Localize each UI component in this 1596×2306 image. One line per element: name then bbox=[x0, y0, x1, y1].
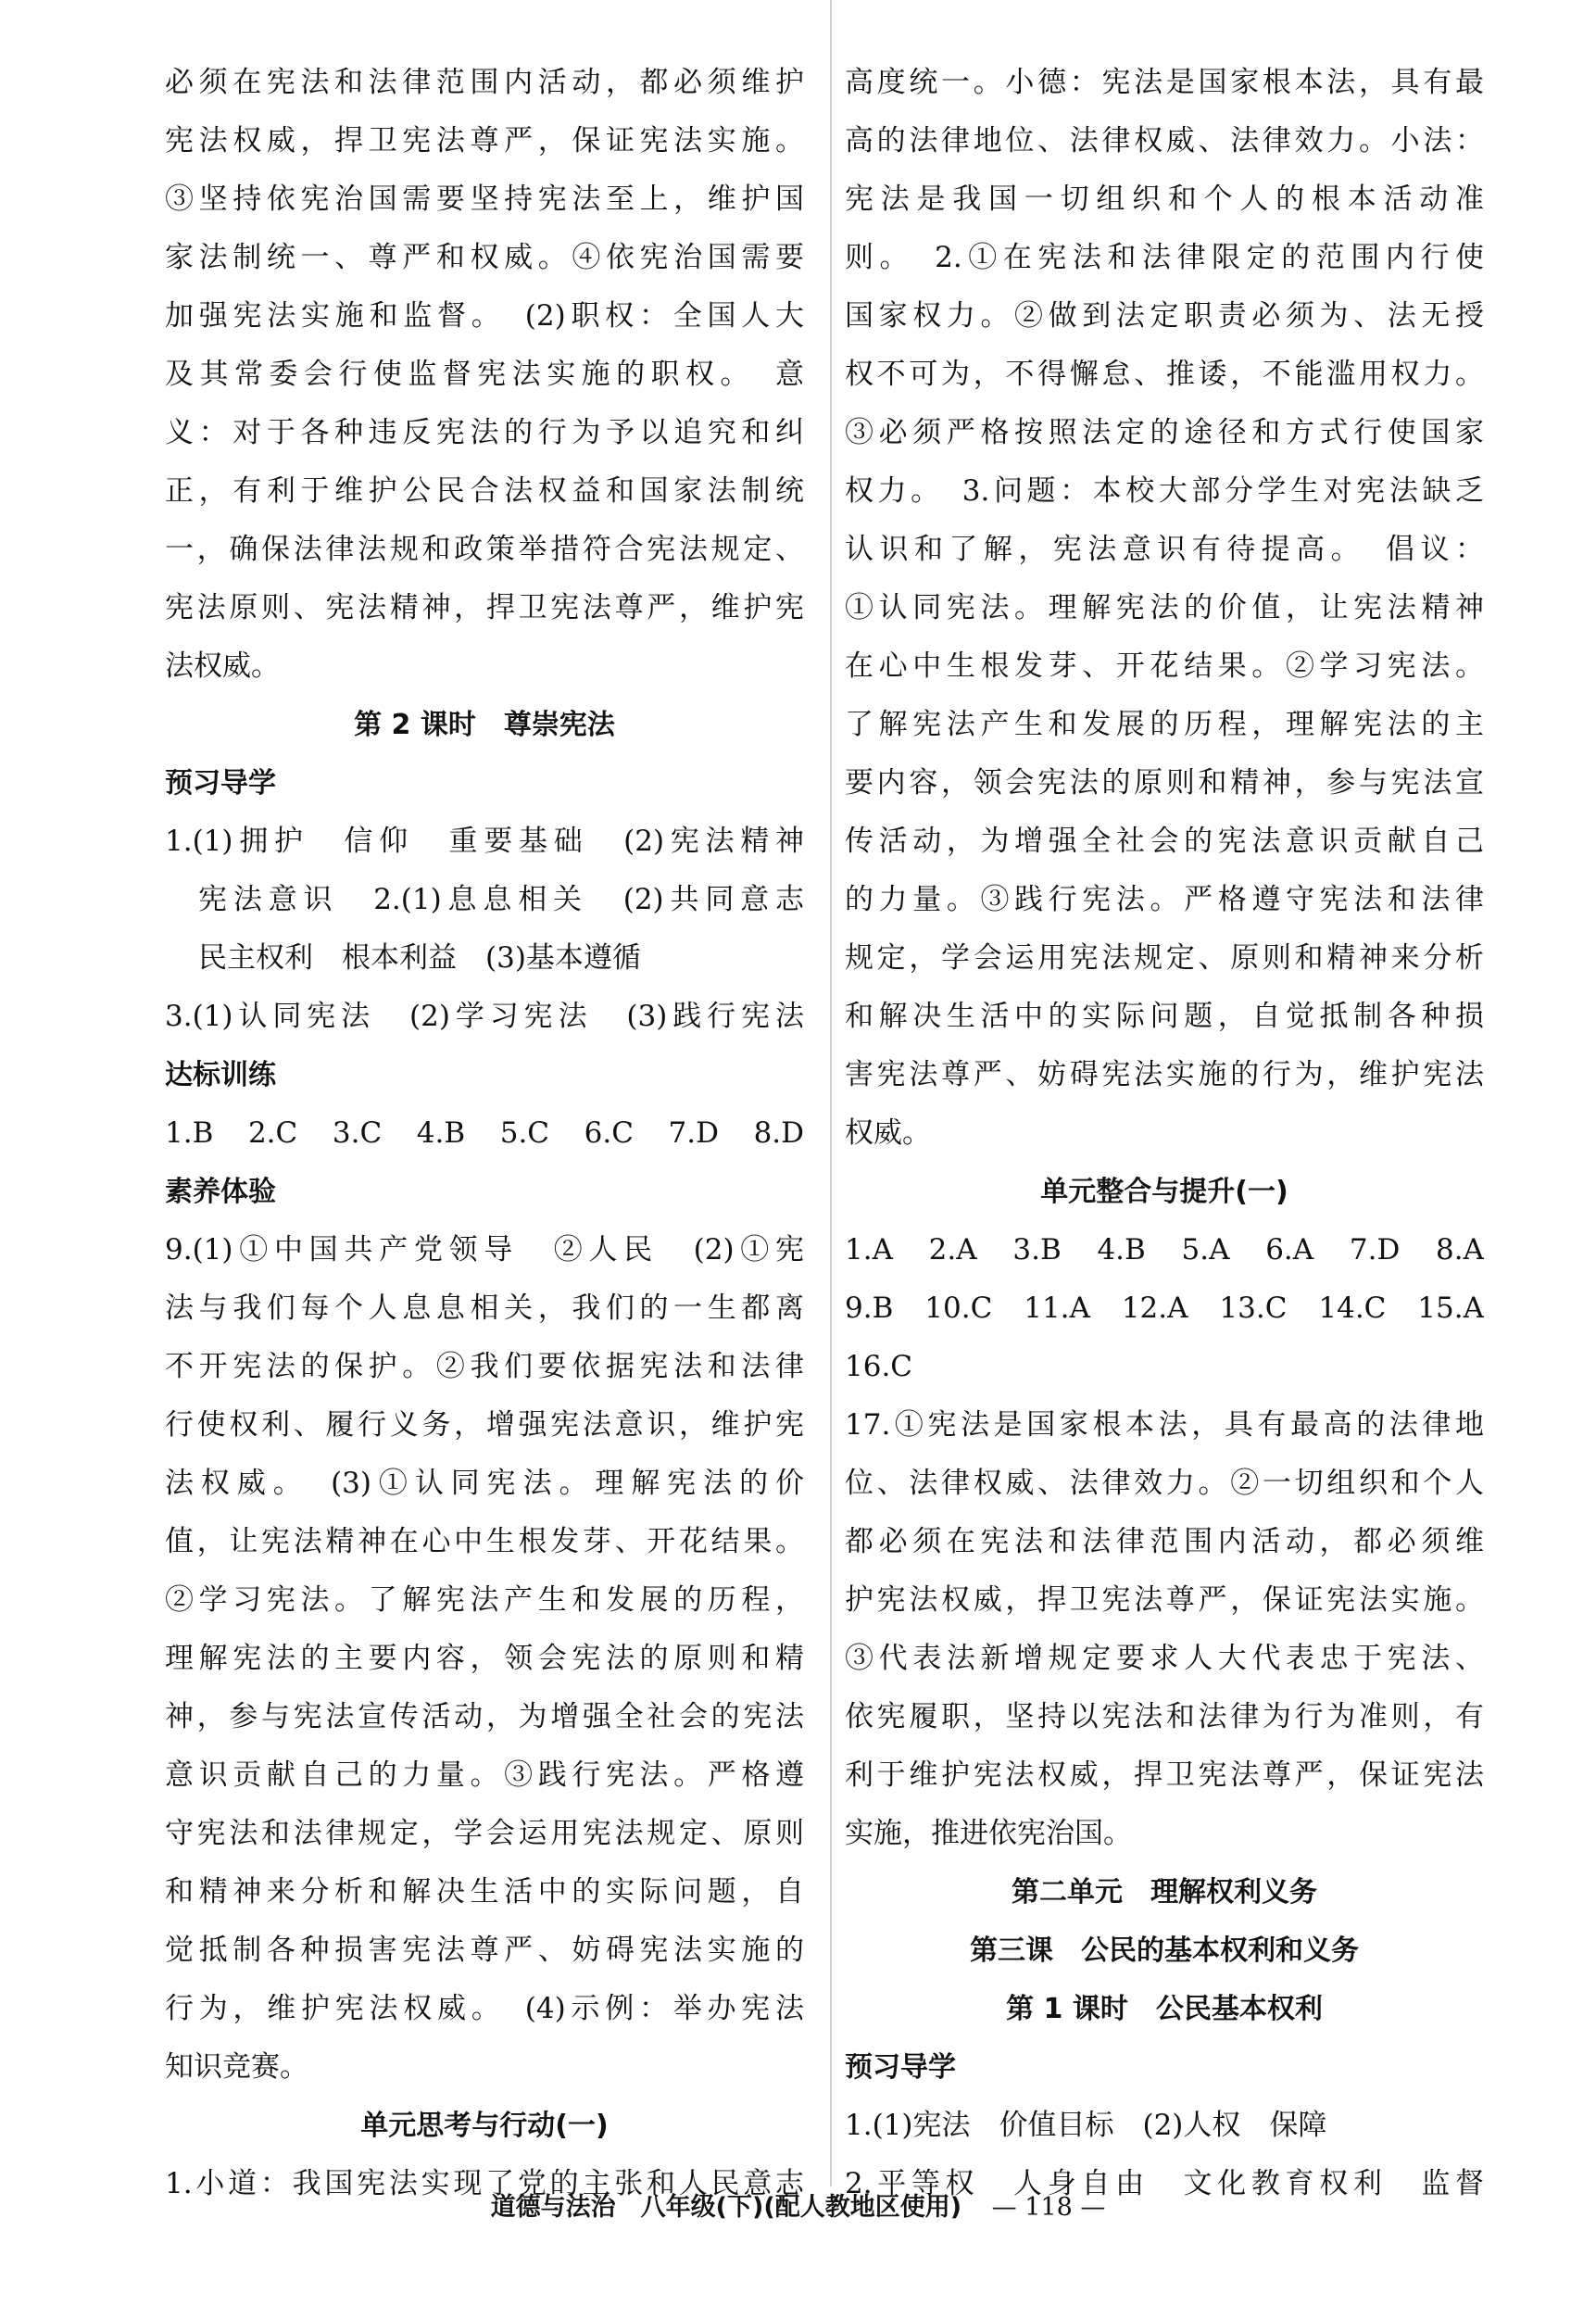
text-line: 加强宪法实施和监督。 (2)职权：全国人大 bbox=[165, 299, 804, 333]
text-line: 行使权利、履行义务，增强宪法意识，维护宪 bbox=[165, 1408, 804, 1442]
footer-book-title: 道德与法治 八年级(下)(配人教地区使用) bbox=[490, 2193, 962, 2222]
text-line: 1.(1)拥护 信仰 重要基础 (2)宪法精神 bbox=[165, 825, 804, 858]
page-number: — 118 — bbox=[991, 2193, 1106, 2222]
text-line: 高的法律地位、法律权威、法律效力。小法： bbox=[845, 124, 1484, 158]
section-heading: 第 1 课时 公民基本权利 bbox=[1006, 1993, 1323, 2025]
text-line: ③坚持依宪治国需要坚持宪法至上，维护国 bbox=[165, 183, 804, 216]
text-line: 和精神来分析和解决生活中的实际问题，自 bbox=[165, 1875, 804, 1909]
text-line: 1.A 2.A 3.B 4.B 5.A 6.A 7.D 8.A bbox=[845, 1233, 1484, 1266]
text-line: 护宪法权威，捍卫宪法尊严，保证宪法实施。 bbox=[845, 1583, 1484, 1617]
text-line: 理解宪法的主要内容，领会宪法的原则和精 bbox=[165, 1642, 804, 1675]
text-line: 16.C bbox=[845, 1350, 913, 1383]
text-line: 法与我们每个人息息相关，我们的一生都离 bbox=[165, 1292, 804, 1325]
text-line: 宪法是我国一切组织和个人的根本活动准 bbox=[845, 183, 1484, 216]
text-line: 必须在宪法和法律范围内活动，都必须维护 bbox=[165, 66, 804, 99]
text-line: ②学习宪法。了解宪法产生和发展的历程， bbox=[165, 1583, 804, 1617]
text-line: 传活动，为增强全社会的宪法意识贡献自己 bbox=[845, 825, 1484, 858]
subsection-heading: 达标训练 bbox=[165, 1059, 276, 1091]
text-line: 权力。 3.问题：本校大部分学生对宪法缺乏 bbox=[845, 474, 1484, 508]
text-line: 1.B 2.C 3.C 4.B 5.C 6.C 7.D 8.D bbox=[165, 1116, 804, 1150]
text-line: 值，让宪法精神在心中生根发芽、开花结果。 bbox=[165, 1525, 804, 1558]
text-line: 权不可为，不得懈怠、推诿，不能滥用权力。 bbox=[845, 358, 1484, 391]
text-line: 行为，维护宪法权威。 (4)示例：举办宪法 bbox=[165, 1992, 804, 2025]
text-line: 要内容，领会宪法的原则和精神，参与宪法宣 bbox=[845, 766, 1484, 800]
text-line: 民主权利 根本利益 (3)基本遵循 bbox=[198, 941, 641, 975]
text-line: 国家权力。②做到法定职责必须为、法无授 bbox=[845, 299, 1484, 333]
right-column bbox=[845, 54, 1484, 2213]
text-line: 认识和了解，宪法意识有待提高。 倡议： bbox=[845, 533, 1484, 566]
text-line: 及其常委会行使监督宪法实施的职权。 意 bbox=[165, 358, 804, 391]
text-line: 义：对于各种违反宪法的行为予以追究和纠 bbox=[165, 416, 804, 449]
text-line: 利于维护宪法权威，捍卫宪法尊严，保证宪法 bbox=[845, 1758, 1484, 1792]
text-line: 1.小道：我国宪法实现了党的主张和人民意志 bbox=[165, 2167, 804, 2200]
text-line: 一，确保法律法规和政策举措符合宪法规定、 bbox=[165, 533, 804, 566]
section-heading: 第二单元 理解权利义务 bbox=[1012, 1876, 1317, 1909]
text-line: 法权威。 (3)①认同宪法。理解宪法的价 bbox=[165, 1467, 804, 1500]
text-line: 2.平等权 人身自由 文化教育权利 监督 bbox=[845, 2167, 1484, 2200]
text-line: ③代表法新增规定要求人大代表忠于宪法、 bbox=[845, 1642, 1484, 1675]
text-line: 规定，学会运用宪法规定、原则和精神来分析 bbox=[845, 941, 1484, 975]
section-heading: 第 2 课时 尊崇宪法 bbox=[354, 709, 615, 741]
text-line: 实施，推进依宪治国。 bbox=[845, 1817, 1132, 1850]
text-line: 高度统一。小德：宪法是国家根本法，具有最 bbox=[845, 66, 1484, 99]
section-heading: 单元思考与行动(一) bbox=[360, 2110, 609, 2142]
text-line: 17.①宪法是国家根本法，具有最高的法律地 bbox=[845, 1408, 1484, 1442]
text-line: 意识贡献自己的力量。③践行宪法。严格遵 bbox=[165, 1758, 804, 1792]
subsection-heading: 素养体验 bbox=[165, 1176, 276, 1208]
subsection-heading: 预习导学 bbox=[165, 767, 276, 800]
text-line: 位、法律权威、法律效力。②一切组织和个人 bbox=[845, 1467, 1484, 1500]
section-heading: 第三课 公民的基本权利和义务 bbox=[970, 1934, 1359, 1967]
text-line: 则。 2.①在宪法和法律限定的范围内行使 bbox=[845, 241, 1484, 274]
text-line: 宪法意识 2.(1)息息相关 (2)共同意志 bbox=[198, 883, 804, 916]
text-line: 9.B 10.C 11.A 12.A 13.C 14.C 15.A bbox=[845, 1292, 1484, 1325]
page-footer bbox=[0, 2185, 1596, 2231]
text-line: 觉抵制各种损害宪法尊严、妨碍宪法实施的 bbox=[165, 1934, 804, 1967]
text-line: 权威。 bbox=[845, 1116, 931, 1150]
text-line: 1.(1)宪法 价值目标 (2)人权 保障 bbox=[845, 2109, 1327, 2142]
column-divider bbox=[830, 0, 832, 2186]
text-line: 正，有利于维护公民合法权益和国家法制统 bbox=[165, 474, 804, 508]
text-line: 和解决生活中的实际问题，自觉抵制各种损 bbox=[845, 1000, 1484, 1033]
text-line: 不开宪法的保护。②我们要依据宪法和法律 bbox=[165, 1350, 804, 1383]
text-line: 知识竞赛。 bbox=[165, 2050, 308, 2084]
text-line: 害宪法尊严、妨碍宪法实施的行为，维护宪法 bbox=[845, 1058, 1484, 1091]
text-line: 9.(1)①中国共产党领导 ②人民 (2)①宪 bbox=[165, 1233, 804, 1266]
section-heading: 单元整合与提升(一) bbox=[1040, 1176, 1288, 1208]
text-line: 3.(1)认同宪法 (2)学习宪法 (3)践行宪法 bbox=[165, 1000, 804, 1033]
text-line: 神，参与宪法宣传活动，为增强全社会的宪法 bbox=[165, 1700, 804, 1733]
left-column bbox=[165, 54, 804, 2213]
subsection-heading: 预习导学 bbox=[845, 2051, 956, 2084]
text-line: 宪法原则、宪法精神，捍卫宪法尊严，维护宪 bbox=[165, 591, 804, 624]
text-line: 了解宪法产生和发展的历程，理解宪法的主 bbox=[845, 708, 1484, 741]
text-line: 宪法权威，捍卫宪法尊严，保证宪法实施。 bbox=[165, 124, 804, 158]
text-line: 的力量。③践行宪法。严格遵守宪法和法律 bbox=[845, 883, 1484, 916]
text-line: 在心中生根发芽、开花结果。②学习宪法。 bbox=[845, 649, 1484, 683]
text-line: 法权威。 bbox=[165, 649, 280, 683]
text-line: 依宪履职，坚持以宪法和法律为行为准则，有 bbox=[845, 1700, 1484, 1733]
text-line: ③必须严格按照法定的途径和方式行使国家 bbox=[845, 416, 1484, 449]
text-line: 家法制统一、尊严和权威。④依宪治国需要 bbox=[165, 241, 804, 274]
text-line: 都必须在宪法和法律范围内活动，都必须维 bbox=[845, 1525, 1484, 1558]
text-line: ①认同宪法。理解宪法的价值，让宪法精神 bbox=[845, 591, 1484, 624]
text-line: 守宪法和法律规定，学会运用宪法规定、原则 bbox=[165, 1817, 804, 1850]
